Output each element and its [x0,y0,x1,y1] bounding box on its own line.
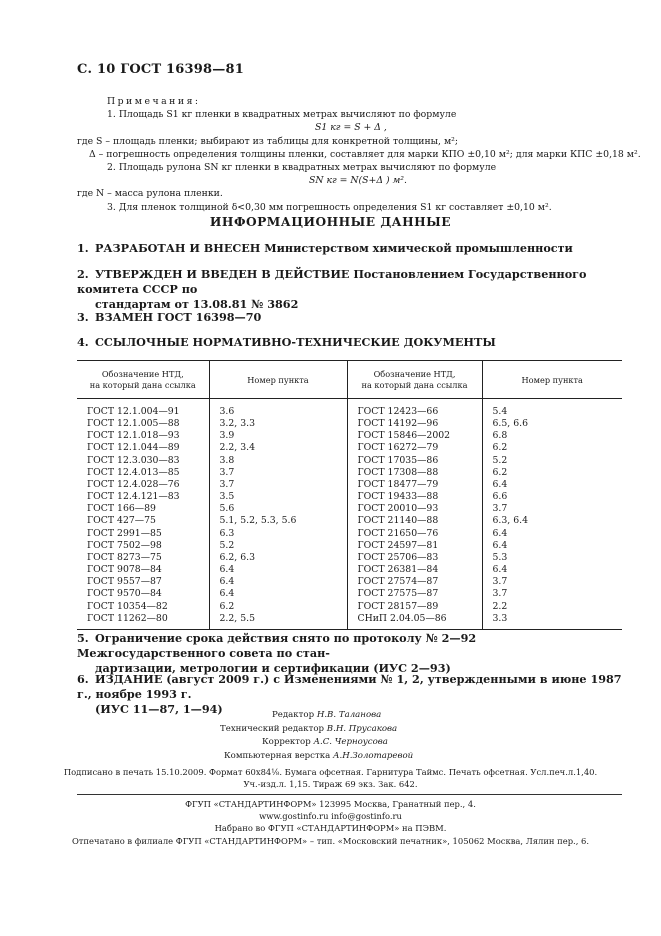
cell-item-left: 5.1, 5.2, 5.3, 5.6 [209,515,347,527]
table-row [77,613,622,630]
cell-doc-right: ГОСТ 27575—87 [347,588,482,600]
cell-item-right: 6.6 [492,491,508,503]
cell-doc-left: ГОСТ 9570—84 [77,588,209,600]
delta-definition: Δ – погрешность определения толщины пленки, составляет для марки КПО ±0,10 м²; для марки КПС ±0,18 м². [89,148,641,160]
col-header-item-left: Номер пункта [209,361,347,399]
table-row [77,399,622,419]
table-row [77,479,622,491]
imprint-block [0,798,661,847]
cell-doc-right: ГОСТ 27574—87 [347,576,482,588]
imprint-line-4: Отпечатано в филиале ФГУП «СТАНДАРТИНФОРМ» – тип. «Московский печатник», 105062 Москва, Лялин пер., 6. [71,835,590,846]
col-header-doc-right: Обозначение НТД, на который дана ссылка [347,361,482,399]
cell-doc-right: ГОСТ 18477—79 [347,479,482,491]
cell-item-right: 3.7 [492,503,508,515]
table-row [77,552,622,564]
table-row [77,418,622,430]
cell-item-left: 5.2 [209,540,347,552]
cell-doc-left: ГОСТ 12.1.005—88 [77,418,209,430]
credits-block [220,709,413,763]
table-row [77,503,622,515]
cell-item-left: 3.6 [209,399,347,419]
cell-doc-left: ГОСТ 12.1.018—93 [77,430,209,442]
cell-item-right: 5.4 [492,406,508,417]
cell-doc-left: ГОСТ 9557—87 [77,576,209,588]
note-2: 2. Площадь рулона SN кг пленки в квадратных метрах вычисляют по формуле [107,162,497,174]
cell-doc-right: ГОСТ 15846—2002 [347,430,482,442]
cell-item-left: 6.2, 6.3 [209,552,347,564]
table-row [77,430,622,442]
cell-doc-left: ГОСТ 12.4.121—83 [77,491,209,503]
cell-item-left: 2.2, 3.4 [209,442,347,454]
table-row [77,467,622,479]
table-row [77,564,622,576]
where-2: где N – масса рулона пленки. [77,188,223,200]
cell-item-left: 6.2 [209,601,347,613]
cell-item-left: 2.2, 5.5 [209,613,347,630]
cell-doc-right: ГОСТ 12423—66 [347,399,482,419]
table-row [77,576,622,588]
cell-doc-left: ГОСТ 12.1.004—91 [77,399,209,419]
notes-block [77,95,641,214]
section-4: 4. ССЫЛОЧНЫЕ НОРМАТИВНО-ТЕХНИЧЕСКИЕ ДОКУМЕНТЫ [77,335,496,349]
ntd-table [77,360,622,630]
cell-doc-right: ГОСТ 16272—79 [347,442,482,454]
table-row [77,491,622,503]
cell-doc-right: ГОСТ 21140—88 [347,515,482,527]
credit-tech-editor: Технический редактор В.Н. Прусакова [220,723,398,734]
notes-title: Примечания: [107,96,201,107]
credit-layout: Компьютерная верстка А.Н.Золотаревой [224,750,414,761]
imprint-line-3: Набрано во ФГУП «СТАНДАРТИНФОРМ» на ПЭВМ. [214,823,447,834]
cell-item-right: 6.2 [492,442,508,454]
table-row [77,601,622,613]
cell-item-right: 2.2 [492,600,508,612]
cell-item-left: 3.2, 3.3 [209,418,347,430]
cell-doc-right: ГОСТ 25706—83 [347,552,482,564]
note-1: 1. Площадь S1 кг пленки в квадратных метрах вычисляют по формуле [107,109,457,121]
cell-doc-left: ГОСТ 12.3.030—83 [77,455,209,467]
cell-item-right: 3.7 [492,588,508,600]
cell-item-left: 3.7 [209,479,347,491]
col-header-item-right: Номер пункта [482,361,622,399]
imprint-line-2: www.gostinfo.ru info@gostinfo.ru [259,811,402,822]
cell-item-right: 6.5, 6.6 [492,418,528,430]
cell-item-right: 3.7 [492,576,508,588]
cell-doc-left: ГОСТ 9078—84 [77,564,209,576]
cell-item-left: 6.3 [209,528,347,540]
cell-doc-left: ГОСТ 8273—75 [77,552,209,564]
formula-1: S1 кг = S + Δ , [315,122,387,134]
cell-item-left: 6.4 [209,588,347,600]
cell-item-left: 3.5 [209,491,347,503]
credit-corrector: Корректор А.С. Черноусова [262,737,388,747]
cell-doc-right: ГОСТ 17308—88 [347,467,482,479]
cell-doc-right: ГОСТ 20010—93 [347,503,482,515]
section-2: 2. УТВЕРЖДЕН И ВВЕДЕН В ДЕЙСТВИЕ Постановлением Государственного комитета СССР по стандартам от 13.08.81 № 3862 [77,267,587,311]
cell-item-right: 6.2 [492,466,508,478]
cell-item-left: 6.4 [209,576,347,588]
section-1: 1. РАЗРАБОТАН И ВНЕСЕН Министерством химической промышленности [77,241,573,255]
cell-item-right: 6.3, 6.4 [492,515,528,527]
cell-doc-right: ГОСТ 26381—84 [347,564,482,576]
col-header-doc-left: Обозначение НТД, на который дана ссылка [77,361,209,399]
formula-2: SN кг = N(S+Δ ) м². [309,175,407,187]
cell-doc-right: СНиП 2.04.05—86 [347,613,482,630]
table-row [77,588,622,600]
cell-item-right: 6.4 [492,564,508,576]
table-row [77,540,622,552]
table-row [77,455,622,467]
table-row [77,528,622,540]
cell-doc-right: ГОСТ 19433—88 [347,491,482,503]
cell-item-right: 3.3 [482,613,622,630]
table-row [77,442,622,454]
table-header-row [77,361,622,399]
cell-item-left: 3.8 [209,455,347,467]
cell-doc-left: ГОСТ 11262—80 [77,613,209,630]
cell-doc-left: ГОСТ 12.4.028—76 [77,479,209,491]
cell-doc-right: ГОСТ 14192—96 [347,418,482,430]
table-row [77,515,622,527]
section-6: 6. ИЗДАНИЕ (август 2009 г.) с Изменениями № 1, 2, утвержденными в июне 1987 г., ноябре 1993 г. (ИУС 11—87, 1—94) [77,672,622,716]
cell-item-left: 5.6 [209,503,347,515]
page-header: С. 10 ГОСТ 16398—81 [77,62,244,77]
cell-doc-left: ГОСТ 427—75 [77,515,209,527]
where-1: где S – площадь пленки; выбирают из таблицы для конкретной толщины, м²; [77,135,459,147]
info-title: ИНФОРМАЦИОННЫЕ ДАННЫЕ [209,215,452,229]
print-info [0,766,661,791]
section-3: 3. ВЗАМЕН ГОСТ 16398—70 [77,310,262,324]
cell-doc-right: ГОСТ 28157—89 [347,601,482,613]
cell-doc-left: ГОСТ 7502—98 [77,540,209,552]
cell-item-right: 6.4 [492,539,508,551]
cell-doc-right: ГОСТ 17035—86 [347,455,482,467]
credit-editor: Редактор Н.В. Таланова [272,710,382,720]
cell-doc-left: ГОСТ 166—89 [77,503,209,515]
cell-item-left: 6.4 [209,564,347,576]
section-5: 5. Ограничение срока действия снято по протоколу № 2—92 Межгосударственного совета по стан- дартизации, метрологии и сертификации (ИУС 2—93) [77,631,477,675]
cell-item-right: 6.4 [492,527,508,539]
cell-doc-left: ГОСТ 12.4.013—85 [77,467,209,479]
cell-doc-right: ГОСТ 24597—81 [347,540,482,552]
print-line-2: Уч.-изд.л. 1,15. Тираж 69 экз. Зак. 642. [243,779,418,790]
cell-doc-left: ГОСТ 12.1.044—89 [77,442,209,454]
cell-doc-left: ГОСТ 10354—82 [77,601,209,613]
cell-item-right: 6.8 [492,430,508,442]
cell-item-right: 5.2 [492,454,508,466]
cell-doc-right: ГОСТ 21650—76 [347,528,482,540]
imprint-line-1: ФГУП «СТАНДАРТИНФОРМ» 123995 Москва, Гранатный пер., 4. [185,799,476,809]
cell-item-right: 6.4 [492,478,508,490]
cell-item-left: 3.7 [209,467,347,479]
cell-item-right: 5.3 [492,551,508,563]
imprint-divider [77,794,622,795]
note-3: 3. Для пленок толщиной δ<0,30 мм погрешность определения S1 кг составляет ±0,10 м². [107,201,552,213]
print-line-1: Подписано в печать 15.10.2009. Формат 60х84⅛. Бумага офсетная. Гарнитура Таймс. Печать офсетная. Усл.печ.л.1,40. [63,767,598,777]
cell-doc-left: ГОСТ 2991—85 [77,528,209,540]
cell-item-left: 3.9 [209,430,347,442]
